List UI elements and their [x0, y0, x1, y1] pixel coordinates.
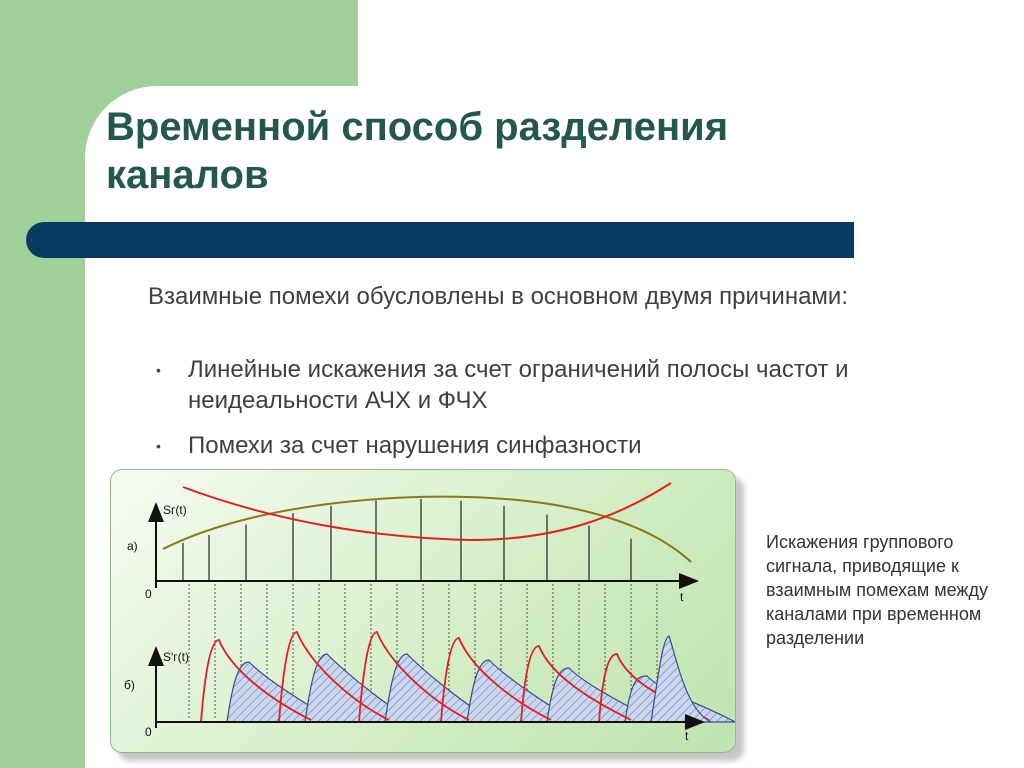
- panel-a-sample-lines: [183, 499, 631, 581]
- red-envelope-curve: [183, 483, 671, 540]
- bullet-item: Помехи за счет нарушения синфазности: [188, 432, 642, 459]
- slide-title: Временной способ разделения каналов: [106, 105, 729, 197]
- bullet-dot-icon: •: [156, 362, 161, 378]
- intro-text: Взаимные помехи обусловлены в основном двумя причинами:: [148, 283, 849, 310]
- panel-b-pulses: [201, 632, 735, 722]
- panel-b-origin: 0: [145, 725, 152, 739]
- signal-diagram-svg: [111, 470, 735, 752]
- panel-a-y-label: Sг(t): [163, 503, 187, 517]
- bullet-dot-icon: •: [156, 438, 161, 454]
- panel-b-label: б): [124, 678, 135, 692]
- panel-b-x-label: t: [685, 729, 689, 743]
- signal-diagram: [110, 469, 736, 753]
- bullet-item: Линейные искажения за счет ограничений полосы частот и неидеальности АЧХ и ФЧХ: [188, 356, 849, 414]
- panel-a-origin: 0: [145, 587, 152, 601]
- panel-a-label: а): [127, 539, 138, 553]
- panel-a-x-label: t: [680, 590, 684, 604]
- diagram-caption: Искажения группового сигнала, приводящие к взаимным помехам между каналами при временном разделении: [766, 532, 988, 648]
- title-divider-bar: [26, 222, 854, 258]
- panel-b-y-label: S'г(t): [163, 650, 189, 664]
